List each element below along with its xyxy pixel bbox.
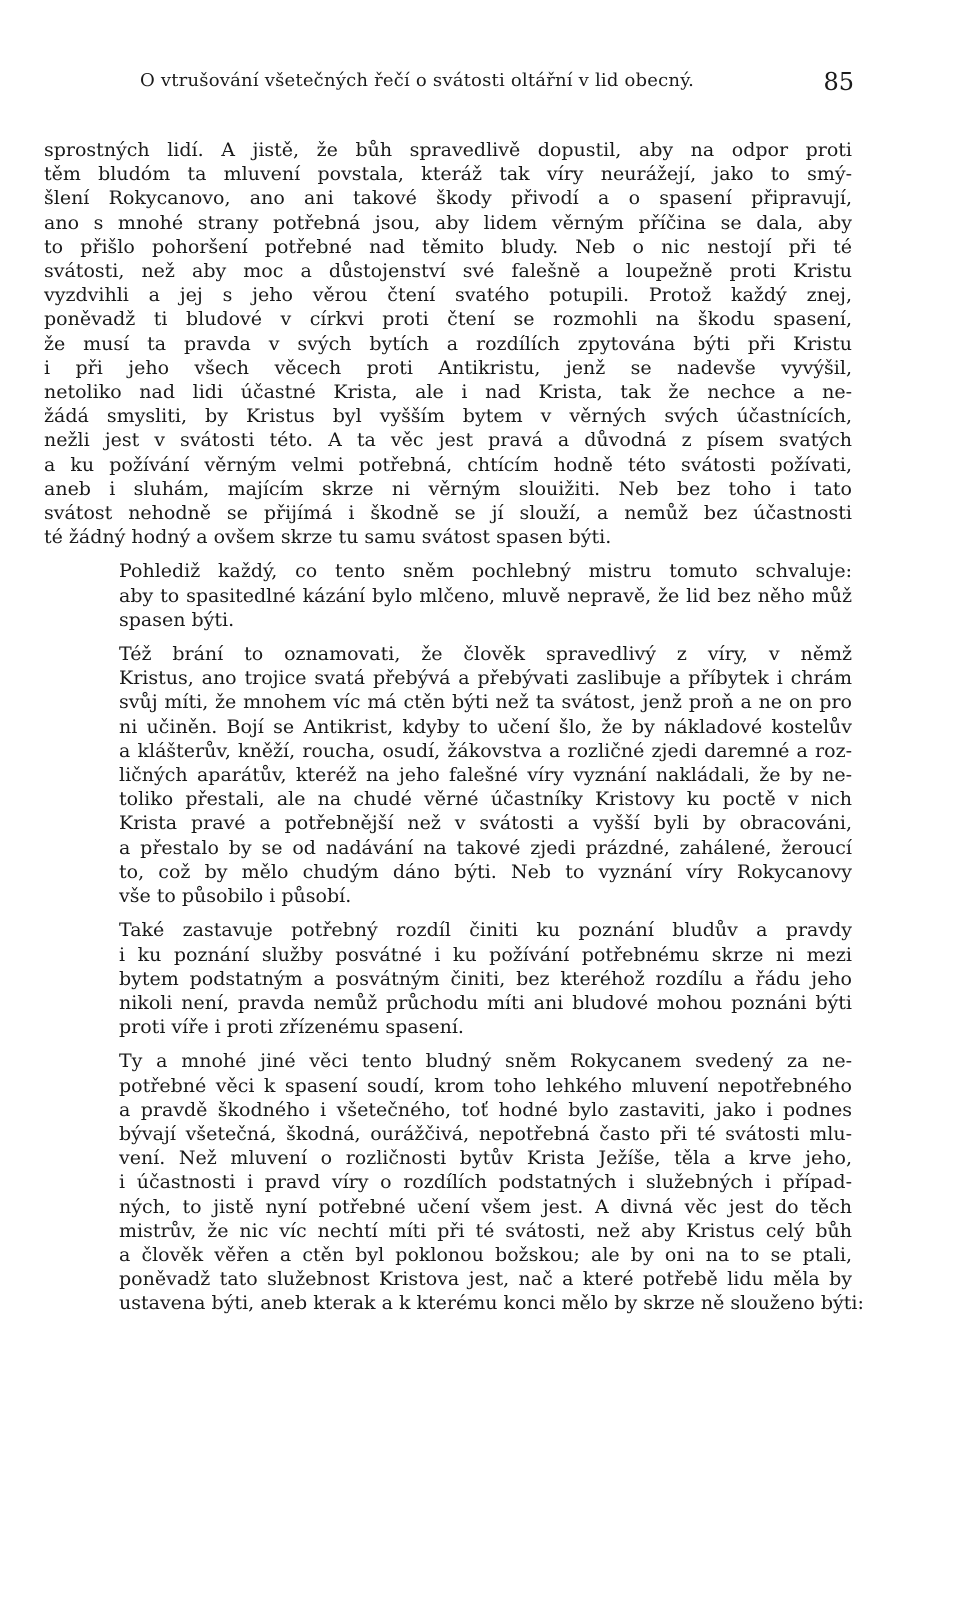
text-line: i účastnosti i pravd víry o rozdílích podstatných i služebných i případ- (119, 1171, 852, 1194)
text-line: a klášterův, kněží, roucha, osudí, žákovstva a rozličné zjedi daremné a roz- (119, 739, 852, 762)
text-line: Ty a mnohé jiné věci tento bludný sněm Rokycanem svedený za ne- (119, 1050, 852, 1073)
text-line: to, což by mělo chudým dáno býti. Neb to vyznání víry Rokycanovy (119, 860, 852, 883)
text-line: Krista pravé a potřebnější než v svátosti a vyšší byli by obracováni, (119, 812, 852, 835)
text-line: vše to působilo i působí. (119, 885, 352, 908)
paragraph (44, 918, 852, 1039)
text-line: že musí ta pravda v svých bytích a rozdílích zpytována býti při Kristu (44, 332, 852, 355)
text-line: proti víře i proti zřízenému spasení. (119, 1016, 464, 1039)
text-line: poněvadž tato služebnost Kristova jest, nač a které potřebě lidu měla by (119, 1268, 852, 1291)
text-line: a člověk věřen a ctěn byl poklonou božskou; ale by oni na to se ptali, (119, 1243, 852, 1266)
text-line: ličných aparátův, kteréž na jeho falešné víry vyznání nakládali, že by ne- (119, 764, 852, 787)
text-line: a pravdě škodného i všetečného, toť hodné bylo zastaviti, jako i podnes (119, 1098, 852, 1121)
text-line: žádá smysliti, by Kristus byl vyšším bytem v věrných svých účastnících, (44, 405, 852, 428)
text-line: šlení Rokycanovo, ano ani takové škody přivodí a o spasení připravují, (44, 187, 852, 210)
text-line: ných, to jistě nyní potřebné učení všem jest. A divná věc jest do těch (119, 1195, 852, 1218)
paragraph (44, 1049, 864, 1315)
text-line: a ku požívání věrným velmi potřebná, chtícím hodně této svátosti požívati, (44, 453, 852, 476)
text-line: bývají všetečná, škodná, ourážčivá, nepotřebná často při té svátosti mlu- (119, 1122, 852, 1145)
running-title: O vtrušování všetečných řečí o svátosti oltářní v lid obecný. (140, 70, 695, 91)
text-line: aneb i sluhám, majícím skrze ni věrným slouižiti. Neb bez toho i tato (44, 477, 852, 500)
text-line: i ku poznání služby posvátné i ku požívání potřebnému skrze ni mezi (119, 943, 852, 966)
text-line: nikoli není, pravda nemůž průchodu míti ani bludové mohou poznáni býti (119, 991, 852, 1014)
text-line: Pohlediž každý, co tento sněm pochlebný mistru tomuto schvaluje: (119, 560, 852, 583)
text-line: i při jeho všech věcech proti Antikristu, jenž se nadevše vyvýšil, (44, 356, 852, 379)
text-line: svůj míti, že mnohem víc má ctěn býti než ta svátost, jenž proň a ne on pro (119, 691, 852, 714)
text-line: ustavena býti, aneb kterak a k kterému konci mělo by skrze ně slouženo býti: (119, 1292, 864, 1315)
text-line: bytem podstatným a posvátným činiti, bez kteréhož rozdílu a řádu jeho (119, 967, 852, 990)
text-line: netoliko nad lidi účastné Krista, ale i nad Krista, tak že nechce a ne- (44, 381, 852, 404)
text-line: těm bludóm ta mluvení povstala, kteráž tak víry neurážejí, jako to smý- (44, 163, 852, 186)
paragraph (44, 642, 852, 908)
text-line: vení. Než mluvení o rozličnosti bytův Krista Ježíše, těla a krve jeho, (119, 1147, 852, 1170)
text-line: ano s mnohé strany potřebná jsou, aby lidem věrným příčina se dala, aby (44, 211, 852, 234)
page-body (44, 138, 864, 1316)
text-line: toliko přestali, ale na chudé věrné účastníky Kristovy ku poctě v nich (119, 788, 852, 811)
text-line: mistrův, že nic víc nechtí míti při té svátosti, než aby Kristus celý bůh (119, 1219, 852, 1242)
text-line: nežli jest v svátosti této. A ta věc jest pravá a důvodná z písem svatých (44, 429, 852, 452)
text-line: to přišlo pohoršení potřebné nad těmito bludy. Neb o nic nestojí při té (44, 235, 852, 258)
text-line: spasen býti. (119, 608, 235, 631)
text-line: aby to spasitedlné kázání bylo mlčeno, mluvě nepravě, že lid bez něho můž (119, 584, 852, 607)
text-line: Též brání to oznamovati, že člověk spravedlivý z víry, v němž (119, 643, 852, 666)
text-line: a přestalo by se od nadávání na takové zjedi prázdné, zahálené, žeroucí (119, 836, 852, 859)
paragraph (44, 138, 852, 549)
text-line: sprostných lidí. A jistě, že bůh spravedlivě dopustil, aby na odpor proti (44, 139, 852, 161)
text-line: svátost nehodně se přijímá i škodně se jí slouží, a nemůž bez účastnosti (44, 502, 852, 525)
text-line: té žádný hodný a ovšem skrze tu samu svátost spasen býti. (44, 526, 612, 549)
text-line: ni učiněn. Bojí se Antikrist, kdyby to učení šlo, že by nákladové kostelův (119, 715, 852, 738)
text-line: vyzdvihli a jej s jeho věrou čtení svatého potupili. Protož každý znej, (44, 284, 852, 307)
text-line: poněvadž ti bludové v církvi proti čtení se rozmohli na škodu spasení, (44, 308, 852, 331)
text-line: potřebné věci k spasení soudí, krom toho lehkého mluvení nepotřebného (119, 1074, 852, 1097)
paragraph (44, 559, 852, 632)
text-line: svátosti, než aby moc a důstojenství své falešně a loupežně proti Kristu (44, 260, 852, 283)
page-number: 85 (823, 68, 854, 96)
text-line: Také zastavuje potřebný rozdíl činiti ku poznání bludův a pravdy (119, 919, 852, 942)
text-line: Kristus, ano trojice svatá přebývá a přebývati zaslibuje a příbytek i chrám (119, 667, 852, 690)
